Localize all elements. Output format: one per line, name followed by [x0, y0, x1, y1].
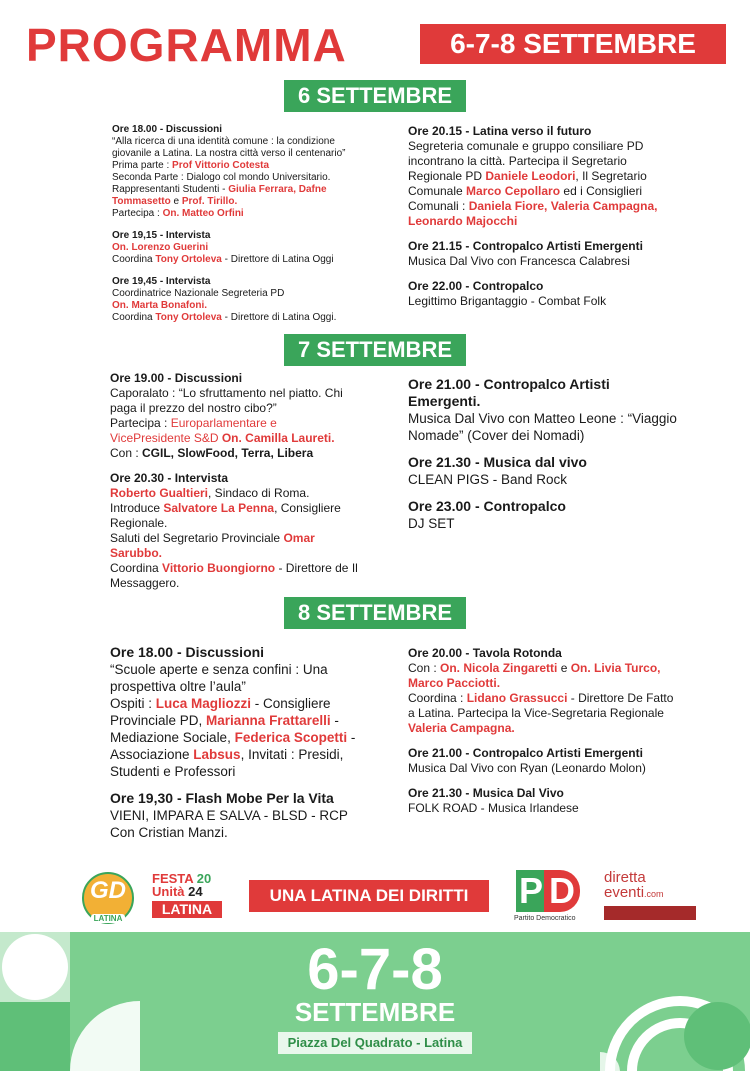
- event-text: FOLK ROAD - Musica Irlandese: [408, 801, 579, 815]
- event-text: “Scuole aperte e senza confini : Una prospettiva oltre l’aula”: [110, 662, 328, 694]
- event-text: Rappresentanti Studenti -: [112, 184, 229, 195]
- event-line: [408, 139, 678, 229]
- eventi-word: eventi: [604, 884, 645, 901]
- event-heading: Ore 21.30 - Musica dal vivo: [408, 454, 587, 470]
- event-text: Prima parte :: [112, 160, 173, 171]
- diretta-eventi-logo: [604, 870, 696, 926]
- event-line: [110, 824, 372, 841]
- highlighted-text: Salvatore La Penna: [163, 501, 275, 515]
- event-text: ed i Consiglieri Comunali :: [408, 184, 643, 213]
- event-heading: Ore 21.00 - Contropalco Artisti Emergenti: [408, 746, 643, 760]
- program-event: [408, 124, 678, 229]
- highlighted-text: Marco Cepollaro: [466, 184, 561, 198]
- highlighted-text: Daniele Leodori: [485, 169, 576, 183]
- event-text: , Consigliere Regionale.: [110, 501, 341, 530]
- event-line: [408, 761, 678, 776]
- event-text: DJ SET: [408, 516, 455, 531]
- event-line: [112, 312, 362, 324]
- event-line: [110, 501, 360, 531]
- event-text: -Associazione: [110, 730, 356, 762]
- highlighted-text: CGIL, SlowFood, Terra, Libera: [142, 446, 314, 460]
- event-text: Musica Dal Vivo con Francesca Calabresi: [408, 254, 630, 268]
- event-line: [112, 184, 362, 208]
- day7-left-column: [110, 371, 360, 601]
- program-event: [112, 276, 362, 324]
- event-line: [112, 172, 362, 184]
- event-text: Musica Dal Vivo con Ryan (Leonardo Molon): [408, 761, 646, 775]
- highlighted-text: On. Marta Bonafoni.: [112, 300, 207, 311]
- event-text: CLEAN PIGS - Band Rock: [408, 472, 568, 487]
- highlighted-text: Vittorio Buongiorno: [162, 561, 276, 575]
- event-line: [112, 288, 362, 300]
- unita-word: Unità: [152, 884, 185, 899]
- event-line: [408, 471, 678, 488]
- slogan-banner: UNA LATINA DEI DIRITTI: [249, 880, 489, 912]
- event-line: [112, 300, 362, 312]
- event-text: e: [557, 661, 571, 675]
- program-event: [408, 239, 678, 269]
- program-event: [110, 471, 360, 591]
- highlighted-text: Federica Scopetti: [234, 730, 348, 745]
- day-band-8: 8 SETTEMBRE: [284, 597, 466, 629]
- date-badge: 6-7-8 SETTEMBRE: [420, 24, 726, 64]
- highlighted-text: Daniela Fiore, Valeria Campagna, Leonardo Majocchi: [408, 199, 658, 228]
- event-text: Saluti del Segretario Provinciale: [110, 531, 284, 545]
- event-heading: Ore 21.30 - Musica Dal Vivo: [408, 786, 564, 800]
- pd-logo-d: D: [544, 870, 580, 912]
- highlighted-text: Giulia Ferrara, Dafne Tommasetto: [112, 184, 327, 207]
- day-band-6: 6 SETTEMBRE: [284, 80, 466, 112]
- event-line: [408, 294, 678, 309]
- pd-logo-p: P: [516, 870, 546, 912]
- event-line: [408, 801, 678, 816]
- program-event: [112, 124, 362, 220]
- event-heading: Ore 21.15 - Contropalco Artisti Emergenti: [408, 239, 643, 253]
- day-band-7: 7 SETTEMBRE: [284, 334, 466, 366]
- day7-right-column: [408, 376, 678, 542]
- festa-city: LATINA: [152, 901, 222, 918]
- event-heading: Ore 19,45 - Intervista: [112, 276, 211, 287]
- event-text: Ospiti :: [110, 696, 156, 711]
- event-line: [408, 661, 678, 691]
- event-text: - Consigliere Provinciale PD,: [110, 696, 331, 728]
- event-text: Musica Dal Vivo con Matteo Leone : “Viaggio Nomade” (Cover dei Nomadi): [408, 411, 677, 443]
- gd-logo-sub: LATINA: [91, 914, 126, 923]
- festa-word: FESTA: [152, 871, 194, 886]
- event-line: [408, 410, 678, 444]
- festa-year-1: 20: [196, 871, 212, 886]
- day6-right-column: [408, 124, 678, 319]
- event-text: Coordina :: [408, 691, 467, 705]
- highlighted-text: On. Matteo Orfini: [162, 208, 244, 219]
- event-line: [408, 515, 678, 532]
- event-line: [110, 695, 372, 780]
- festa-unita-logo: [152, 872, 222, 924]
- event-heading: Ore 18.00 - Discussioni: [112, 124, 223, 135]
- event-heading: Ore 22.00 - Contropalco: [408, 279, 544, 293]
- program-event: [408, 746, 678, 776]
- header: [0, 18, 750, 70]
- event-line: [408, 691, 678, 736]
- program-event: [110, 371, 360, 461]
- highlighted-text: Valeria Campagna.: [408, 721, 515, 735]
- footer-dates: 6-7-8: [307, 937, 443, 1002]
- event-text: , Il Segretario Comunale: [408, 169, 647, 198]
- footer-place: Piazza Del Quadrato - Latina: [278, 1032, 472, 1054]
- day8-left-column: [110, 644, 372, 851]
- highlighted-text: Prof Vittorio Cotesta: [172, 160, 270, 171]
- highlighted-text: On. Camilla Laureti.: [221, 431, 335, 445]
- event-text: Con Cristian Manzi.: [110, 825, 228, 840]
- program-event: [112, 230, 362, 266]
- event-text: Seconda Parte : Dialogo col mondo Universitario.: [112, 172, 331, 183]
- pd-logo: [514, 870, 586, 928]
- event-line: [112, 254, 362, 266]
- event-text: Introduce: [110, 501, 164, 515]
- program-event: [408, 498, 678, 532]
- program-event: [408, 454, 678, 488]
- program-event: [110, 790, 372, 841]
- highlighted-text: On. Livia Turco, Marco Pacciotti.: [408, 661, 661, 690]
- event-heading: Ore 21.00 - Contropalco Artisti Emergenti.: [408, 376, 610, 409]
- day8-right-column: [408, 646, 678, 826]
- footer-month: SETTEMBRE: [294, 997, 456, 1027]
- pd-logo-caption: Partito Democratico: [514, 915, 576, 922]
- event-heading: Ore 20.00 - Tavola Rotonda: [408, 646, 562, 660]
- highlighted-text: Prof. Tirillo.: [181, 196, 238, 207]
- event-line: [112, 208, 362, 220]
- event-text: Coordina: [112, 312, 156, 323]
- diretta-suffix: .com: [644, 889, 664, 899]
- diretta-word: diretta: [604, 869, 646, 886]
- day6-left-column: [112, 124, 362, 334]
- program-event: [408, 279, 678, 309]
- event-text: - Direttore De Fatto a Latina. Partecipa la Vice-Segretaria Regionale: [408, 691, 674, 720]
- event-heading: Ore 18.00 - Discussioni: [110, 644, 265, 660]
- event-line: [112, 160, 362, 172]
- event-text: VIENI, IMPARA E SALVA - BLSD - RCP: [110, 808, 348, 823]
- event-text: Legittimo Brigantaggio - Combat Folk: [408, 294, 607, 308]
- event-heading: Ore 19,30 - Flash Mobe Per la Vita: [110, 790, 334, 806]
- highlighted-text: Europarlamentare e VicePresidente S&D: [110, 416, 277, 445]
- event-line: [110, 446, 360, 461]
- event-line: [112, 136, 362, 160]
- program-event: [110, 644, 372, 780]
- program-event: [408, 646, 678, 736]
- event-heading: Ore 19.00 - Discussioni: [110, 371, 243, 385]
- highlighted-text: On. Nicola Zingaretti: [440, 661, 558, 675]
- highlighted-text: Labsus: [193, 747, 241, 762]
- event-text: - Direttore di Latina Oggi.: [221, 312, 337, 323]
- event-text: Partecipa :: [110, 416, 171, 430]
- footer-banner: [0, 932, 750, 1071]
- event-text: - Direttore di Latina Oggi: [221, 254, 334, 265]
- event-heading: Ore 20.15 - Latina verso il futuro: [408, 124, 592, 138]
- logos-row: [0, 866, 750, 928]
- highlighted-text: Roberto Gualtieri: [110, 486, 209, 500]
- event-text: , Sindaco di Roma.: [208, 486, 310, 500]
- event-text: Partecipa :: [112, 208, 163, 219]
- diretta-contact-bar: [604, 906, 696, 920]
- event-heading: Ore 23.00 - Contropalco: [408, 498, 566, 514]
- event-text: e: [170, 196, 182, 207]
- event-text: , Invitati : Presidi, Studenti e Professori: [110, 747, 344, 779]
- highlighted-text: Tony Ortoleva: [155, 312, 222, 323]
- event-text: Segreteria comunale e gruppo consiliare PD incontrano la città. Partecipa il Segretario Regionale PD: [408, 139, 644, 183]
- highlighted-text: Marianna Frattarelli: [206, 713, 331, 728]
- event-heading: Ore 20.30 - Intervista: [110, 471, 229, 485]
- event-line: [110, 386, 360, 416]
- event-text: - Mediazione Sociale,: [110, 713, 339, 745]
- event-text: - Direttore de Il Messaggero.: [110, 561, 358, 590]
- highlighted-text: On. Lorenzo Guerini: [112, 242, 209, 253]
- event-text: “Alla ricerca di una identità comune : la condizione giovanile a Latina. La nostra città verso il centenario”: [112, 136, 346, 159]
- highlighted-text: Luca Magliozzi: [155, 696, 252, 711]
- event-line: [112, 242, 362, 254]
- event-text: Coordina: [110, 561, 163, 575]
- event-text: Caporalato : “Lo sfruttamento nel piatto. Chi paga il prezzo del nostro cibo?”: [110, 386, 343, 415]
- program-event: [408, 376, 678, 444]
- event-line: [110, 531, 360, 561]
- event-line: [110, 416, 360, 446]
- event-line: [408, 254, 678, 269]
- event-line: [110, 661, 372, 695]
- event-line: [110, 486, 360, 501]
- event-heading: Ore 19,15 - Intervista: [112, 230, 211, 241]
- highlighted-text: Omar Sarubbo.: [110, 531, 315, 560]
- highlighted-text: Tony Ortoleva: [155, 254, 222, 265]
- event-line: [110, 807, 372, 824]
- page-title: PROGRAMMA: [26, 19, 347, 71]
- gd-logo: [82, 872, 134, 924]
- gd-logo-mark: GD: [90, 877, 126, 904]
- event-text: Con :: [110, 446, 143, 460]
- event-text: Coordinatrice Nazionale Segreteria PD: [112, 288, 285, 299]
- program-event: [408, 786, 678, 816]
- event-line: [110, 561, 360, 591]
- festa-year-2: 24: [188, 884, 203, 899]
- event-text: Con :: [408, 661, 441, 675]
- highlighted-text: Lidano Grassucci: [466, 691, 568, 705]
- event-text: Coordina: [112, 254, 156, 265]
